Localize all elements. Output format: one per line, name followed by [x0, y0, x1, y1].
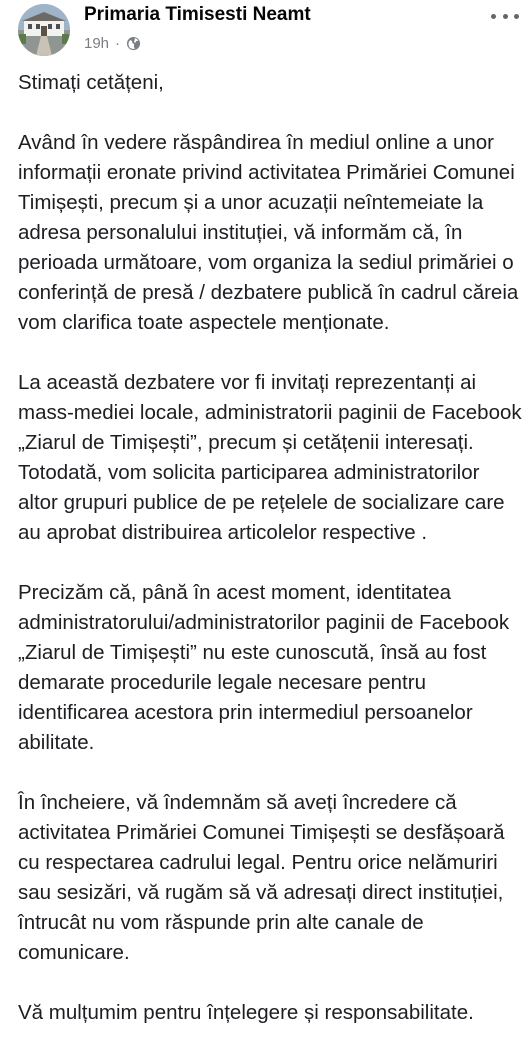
ellipsis-icon	[491, 14, 496, 19]
post-paragraph-1: Având în vedere răspândirea în mediul online a unor informații eronate privind activitatea Primăriei Comunei Timișești, precum și a unor acuzații neîntemeiate la adresa personalului instituției, vă informăm că, în perioada următoare, vom organiza la sediul primăriei o conferință de presă / dezbatere publică în cadrul căreia vom clarifica toate aspectele menționate.	[18, 131, 519, 334]
post-header	[0, 0, 529, 60]
post-time[interactable]: 19h	[84, 35, 110, 52]
post-paragraph-3: Precizăm că, până în acest moment, identitatea administratorului/administratorilor paginii de Facebook „Ziarul de Timișești” nu este cunoscută, însă au fost demarate procedurile legale necesare pentru identificarea acestora prin intermediul persoanelor abilitate.	[18, 581, 510, 754]
post-paragraph-4: În încheiere, vă îndemnăm să aveți încredere că activitatea Primăriei Comunei Timișești se desfășoară cu respectarea cadrului legal. Pentru orice nelămuriri sau sesizări, vă rugăm să vă adresați direct instituției, întrucât nu vom răspunde prin alte canale de comunicare.	[18, 791, 505, 964]
meta-separator: ·	[115, 35, 121, 52]
post-paragraph-closing: Vă mulțumim pentru înțelegere și responsabilitate.	[18, 1001, 474, 1024]
page-avatar[interactable]	[18, 4, 70, 56]
post-meta	[84, 35, 141, 52]
building-photo-icon	[18, 4, 70, 56]
globe-icon[interactable]	[126, 36, 141, 51]
post-paragraph-2: La această dezbatere vor fi invitați reprezentanți ai mass-mediei locale, administratorii paginii de Facebook „Ziarul de Timișești”, precum și cetățenii interesați. Totodată, vom solicita participarea administratorilor altor grupuri publice de pe rețelele de socializare care au aprobat distribuirea articolelor respective .	[18, 371, 522, 544]
page-name[interactable]: Primaria Timisesti Neamt	[84, 4, 311, 25]
more-options-button[interactable]	[491, 6, 519, 26]
post-text	[18, 68, 523, 1058]
post-paragraph-greeting: Stimați cetățeni,	[18, 71, 164, 94]
